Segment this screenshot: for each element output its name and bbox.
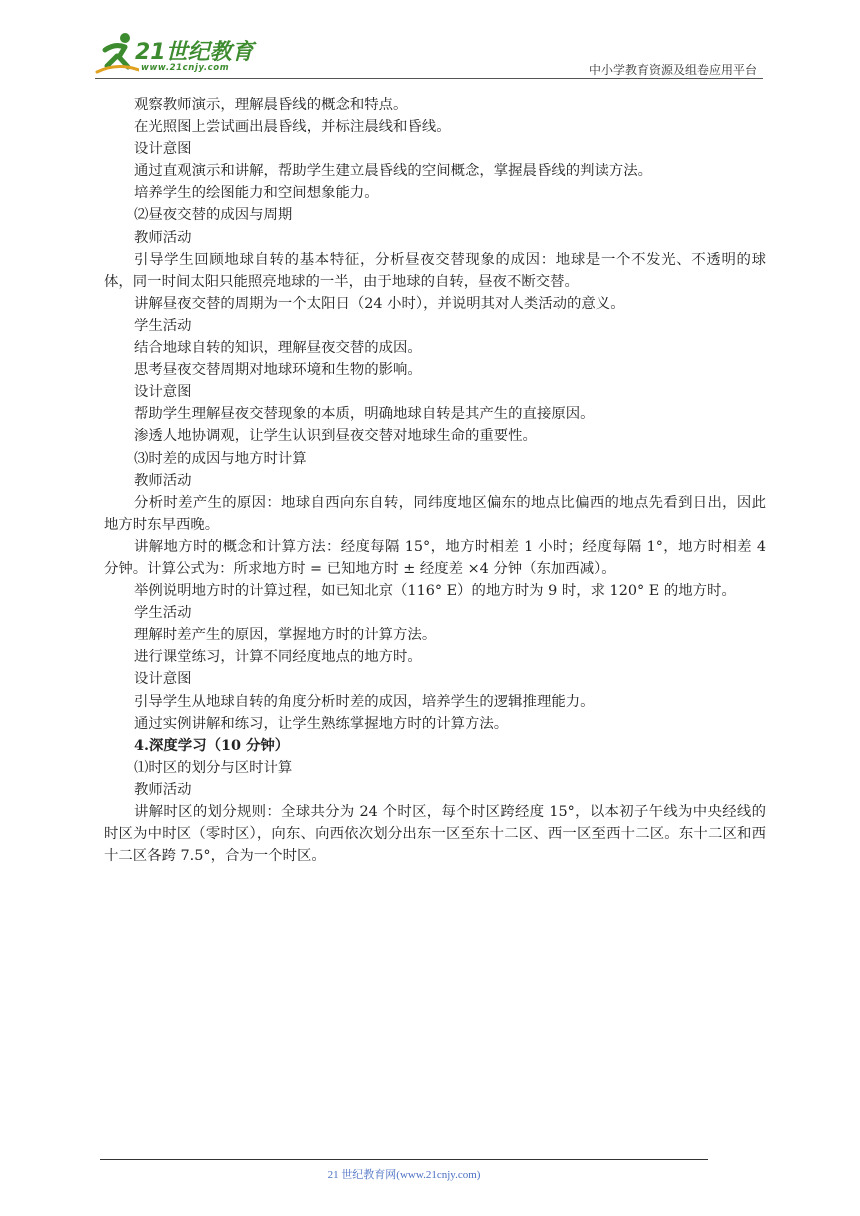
paragraph: 帮助学生理解昼夜交替现象的本质，明确地球自转是其产生的直接原因。 xyxy=(134,406,595,423)
paragraph: 设计意图 xyxy=(134,671,192,688)
paragraph: 学生活动 xyxy=(134,605,192,622)
paragraph: 在光照图上尝试画出晨昏线，并标注晨线和昏线。 xyxy=(134,119,451,136)
site-logo[interactable] xyxy=(95,30,260,78)
paragraph: 进行课堂练习，计算不同经度地点的地方时。 xyxy=(134,649,422,666)
paragraph: 结合地球自转的知识，理解昼夜交替的成因。 xyxy=(134,340,422,357)
paragraph: 培养学生的绘图能力和空间想象能力。 xyxy=(134,185,379,202)
paragraph: 引导学生回顾地球自转的基本特征，分析昼夜交替现象的成因：地球是一个不发光、不透明的球体，同一时间太阳只能照亮地球的一半，由于地球的自转，昼夜不断交替。 xyxy=(104,251,766,290)
document-body xyxy=(104,94,766,867)
logo-text: 21世纪教育 xyxy=(135,40,254,65)
paragraph: 设计意图 xyxy=(134,384,192,401)
paragraph: 教师活动 xyxy=(134,781,192,798)
paragraph: 讲解地方时的概念和计算方法：经度每隔 15°，地方时相差 1 小时；经度每隔 1°，地方时相差 4 分钟。计算公式为：所求地方时 = 已知地方时 ± 经度差 ×4 分钟（东加西减）。 xyxy=(104,538,766,577)
paragraph: 讲解昼夜交替的周期为一个太阳日（24 小时），并说明其对人类活动的意义。 xyxy=(134,295,625,312)
paragraph: 通过直观演示和讲解，帮助学生建立晨昏线的空间概念，掌握晨昏线的判读方法。 xyxy=(134,163,653,180)
footer-link[interactable]: 21 世纪教育网(www.21cnjy.com) xyxy=(327,1169,481,1181)
header-tagline: 中小学教育资源及组卷应用平台 xyxy=(588,63,757,77)
paragraph: 举例说明地方时的计算过程，如已知北京（116° E）的地方时为 9 时，求 120° E 的地方时。 xyxy=(134,583,736,600)
paragraph: 设计意图 xyxy=(134,141,192,158)
paragraph: 渗透人地协调观，让学生认识到昼夜交替对地球生命的重要性。 xyxy=(134,428,537,445)
paragraph: 教师活动 xyxy=(134,229,192,246)
paragraph: 分析时差产生的原因：地球自西向东自转，同纬度地区偏东的地点比偏西的地点先看到日出，因此地方时东早西晚。 xyxy=(104,494,766,533)
runner-logo-icon xyxy=(95,30,139,74)
subsection-heading: ⑶时差的成因与地方时计算 xyxy=(134,450,307,467)
paragraph: 观察教师演示，理解晨昏线的概念和特点。 xyxy=(134,97,408,113)
logo-url: www.21cnjy.com xyxy=(141,63,230,73)
paragraph: 学生活动 xyxy=(134,317,192,334)
paragraph: 教师活动 xyxy=(134,472,192,489)
paragraph: 通过实例讲解和练习，让学生熟练掌握地方时的计算方法。 xyxy=(134,715,509,732)
page-header xyxy=(95,30,763,80)
paragraph: 引导学生从地球自转的角度分析时差的成因，培养学生的逻辑推理能力。 xyxy=(134,693,595,710)
paragraph: 思考昼夜交替周期对地球环境和生物的影响。 xyxy=(134,362,422,379)
paragraph: 理解时差产生的原因，掌握地方时的计算方法。 xyxy=(134,627,437,644)
header-divider xyxy=(95,78,763,79)
paragraph: 讲解时区的划分规则：全球共分为 24 个时区，每个时区跨经度 15°，以本初子午线为中央经线的时区为中时区（零时区），向东、向西依次划分出东一区至东十二区、西一区至西十二区。东十二区和西十二区各跨 7.5°，合为一个时区。 xyxy=(104,804,766,865)
subsection-heading: ⑵昼夜交替的成因与周期 xyxy=(134,207,293,224)
section-heading: 4.深度学习（10 分钟） xyxy=(134,736,290,754)
footer-divider xyxy=(100,1159,708,1160)
subsection-heading: ⑴时区的划分与区时计算 xyxy=(134,759,293,776)
